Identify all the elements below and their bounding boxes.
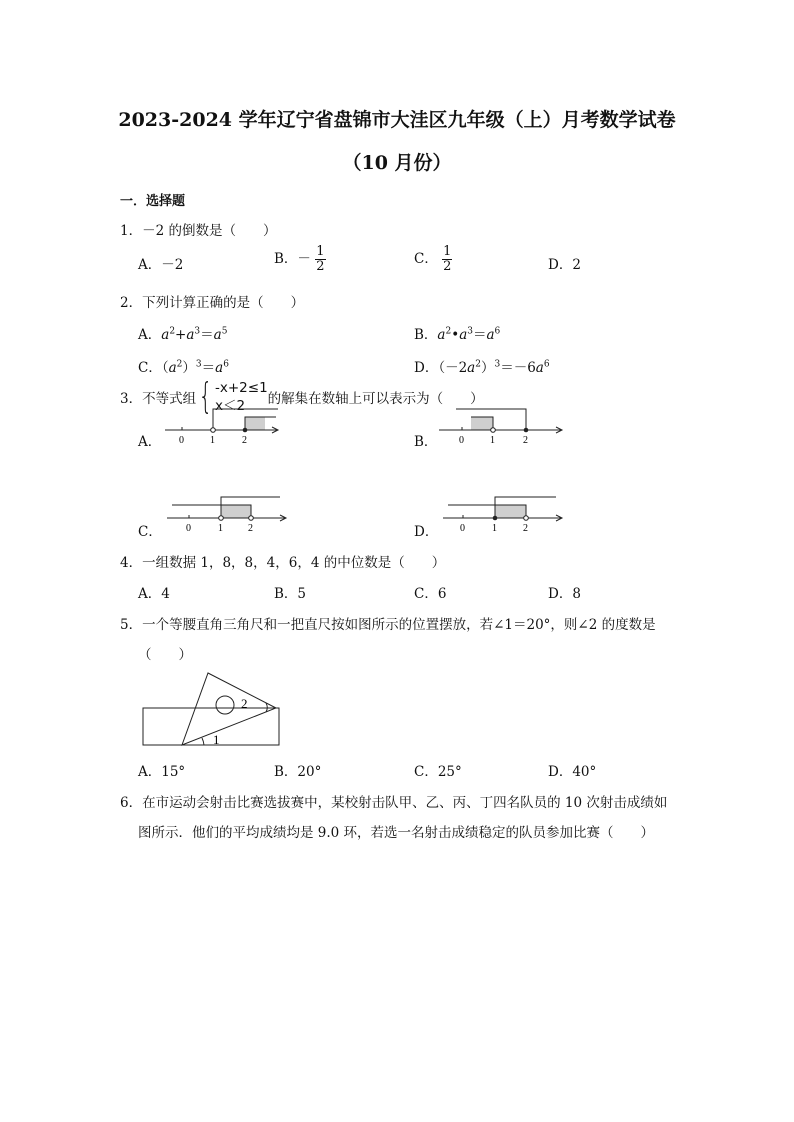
question-5-option-a: A．15° — [138, 764, 186, 780]
op: + — [175, 327, 187, 343]
var: a — [213, 327, 222, 343]
exp: 2 — [169, 326, 176, 337]
ruler-triangle-figure — [138, 668, 288, 750]
question-2-stem: 2．下列计算正确的是（ ） — [120, 295, 305, 311]
op: ＝ — [201, 360, 216, 376]
fraction-numerator: 1 — [316, 244, 325, 259]
question-6-stem: 6．在市运动会射击比赛选拔赛中，某校射击队甲、乙、丙、丁四名队员的 10 次射击成绩如 — [120, 795, 668, 811]
question-6-stem-continued: 图所示．他们的平均成绩均是 9.0 环，若选一名射击成绩稳定的队员参加比赛（ ） — [138, 825, 655, 841]
question-3-option-b-label: B． — [414, 434, 438, 450]
exp: 5 — [221, 326, 228, 337]
var: a — [161, 327, 170, 343]
exam-subtitle: （10 月份） — [342, 152, 452, 174]
inequality-2: x＜2 — [215, 398, 246, 414]
label: A． — [138, 327, 162, 343]
fraction-denominator: 2 — [316, 259, 325, 274]
angle-1-label: 1 — [213, 732, 220, 747]
label: B． — [414, 327, 438, 343]
exp: 6 — [223, 359, 229, 370]
var: a — [186, 327, 195, 343]
section-heading: 一．选择题 — [120, 194, 186, 209]
shaded-region — [471, 417, 493, 430]
closed-dot — [243, 428, 248, 433]
tick-label: 2 — [523, 435, 528, 446]
op: ） — [182, 360, 196, 376]
var: a — [486, 327, 495, 343]
fraction-denominator: 2 — [443, 259, 452, 274]
question-5-option-d: D．40° — [548, 764, 597, 780]
exp: 3 — [194, 326, 201, 337]
tick-label: 1 — [218, 523, 223, 534]
var: a — [459, 327, 468, 343]
option-c-prefix: C． — [414, 251, 438, 267]
op: • — [451, 327, 460, 343]
exp: 2 — [176, 359, 183, 370]
question-5-option-c: C．25° — [414, 764, 462, 780]
shaded-region — [221, 505, 251, 518]
open-dot — [524, 516, 529, 521]
triangle-ruler — [182, 673, 276, 745]
op: ＝ — [200, 327, 214, 343]
closed-dot — [524, 428, 529, 433]
exp: 2 — [475, 359, 481, 370]
open-dot — [249, 516, 254, 521]
tick-label: 0 — [179, 435, 184, 446]
exp: 3 — [494, 359, 501, 370]
exp: 6 — [543, 359, 550, 370]
open-dot — [219, 516, 224, 521]
question-2-option-c — [138, 356, 229, 376]
question-5-stem: 5．一个等腰直角三角尺和一把直尺按如图所示的位置摆放，若∠1＝20°，则∠2 的度数是 — [120, 617, 656, 633]
var: a — [535, 360, 544, 376]
exp: 3 — [467, 326, 473, 337]
question-4-option-a: A．4 — [138, 586, 170, 602]
open-dot — [211, 428, 216, 433]
op: ＝－6 — [500, 360, 536, 376]
tick-label: 1 — [492, 523, 497, 534]
var: a — [467, 360, 476, 376]
label: C．（ — [138, 360, 169, 376]
question-3-option-c-label: C． — [138, 524, 162, 540]
question-2-option-d — [414, 356, 550, 376]
angle-1-arc — [202, 738, 204, 745]
tick-label: 2 — [248, 523, 253, 534]
exp: 3 — [195, 359, 202, 370]
question-4-stem: 4．一组数据 1，8，8，4，6，4 的中位数是（ ） — [120, 555, 446, 571]
number-line-a — [160, 400, 285, 450]
tick-label: 1 — [210, 435, 215, 446]
closed-dot — [493, 516, 498, 521]
number-line-b — [434, 400, 574, 450]
tick-label: 0 — [460, 523, 465, 534]
exp: 2 — [445, 326, 452, 337]
question-4-option-b: B．5 — [274, 586, 307, 602]
question-2-option-a — [138, 323, 227, 343]
question-1-option-d: D．2 — [548, 257, 581, 273]
tick-label: 2 — [523, 523, 528, 534]
shaded-region — [245, 417, 265, 430]
exp: 6 — [494, 326, 501, 337]
question-3-option-a-label: A． — [138, 434, 162, 450]
angle-2-label: 2 — [241, 696, 248, 711]
label: D．（－2 — [414, 360, 468, 376]
inequality-1: -x+2≤1 — [215, 380, 268, 396]
tick-label: 0 — [459, 435, 464, 446]
var: a — [168, 360, 177, 376]
number-line-d — [438, 488, 568, 538]
tick-label: 0 — [186, 523, 191, 534]
shaded-region — [495, 505, 526, 518]
question-1-option-c — [414, 245, 452, 274]
question-5-option-b: B．20° — [274, 764, 322, 780]
option-b-prefix: B．－ — [274, 251, 311, 267]
exam-title: 2023-2024 学年辽宁省盘锦市大洼区九年级（上）月考数学试卷 — [118, 109, 676, 131]
number-line-c — [162, 488, 292, 538]
fraction-one-half — [442, 245, 452, 274]
tick-label: 1 — [490, 435, 495, 446]
question-2-option-b — [414, 323, 500, 343]
question-1-option-b — [274, 245, 326, 274]
question-4-option-c: C．6 — [414, 586, 447, 602]
question-1-option-a: A．－2 — [138, 257, 184, 273]
open-dot — [491, 428, 496, 433]
stem-suffix: 的解集在数轴上可以表示为（ ） — [267, 391, 484, 407]
left-brace-icon: { — [198, 376, 213, 417]
var: a — [437, 327, 446, 343]
fraction-numerator: 1 — [443, 244, 452, 259]
question-1-stem: 1．－2 的倒数是（ ） — [120, 223, 277, 239]
var: a — [215, 360, 224, 376]
tick-label: 2 — [242, 435, 247, 446]
stem-prefix: 3．不等式组 — [120, 391, 197, 407]
op: ） — [480, 360, 495, 376]
question-3-option-d-label: D． — [414, 524, 439, 540]
question-5-stem-continued: （ ） — [138, 647, 192, 663]
op: ＝ — [472, 327, 487, 343]
question-4-option-d: D．8 — [548, 586, 581, 602]
fraction-one-half — [315, 245, 325, 274]
